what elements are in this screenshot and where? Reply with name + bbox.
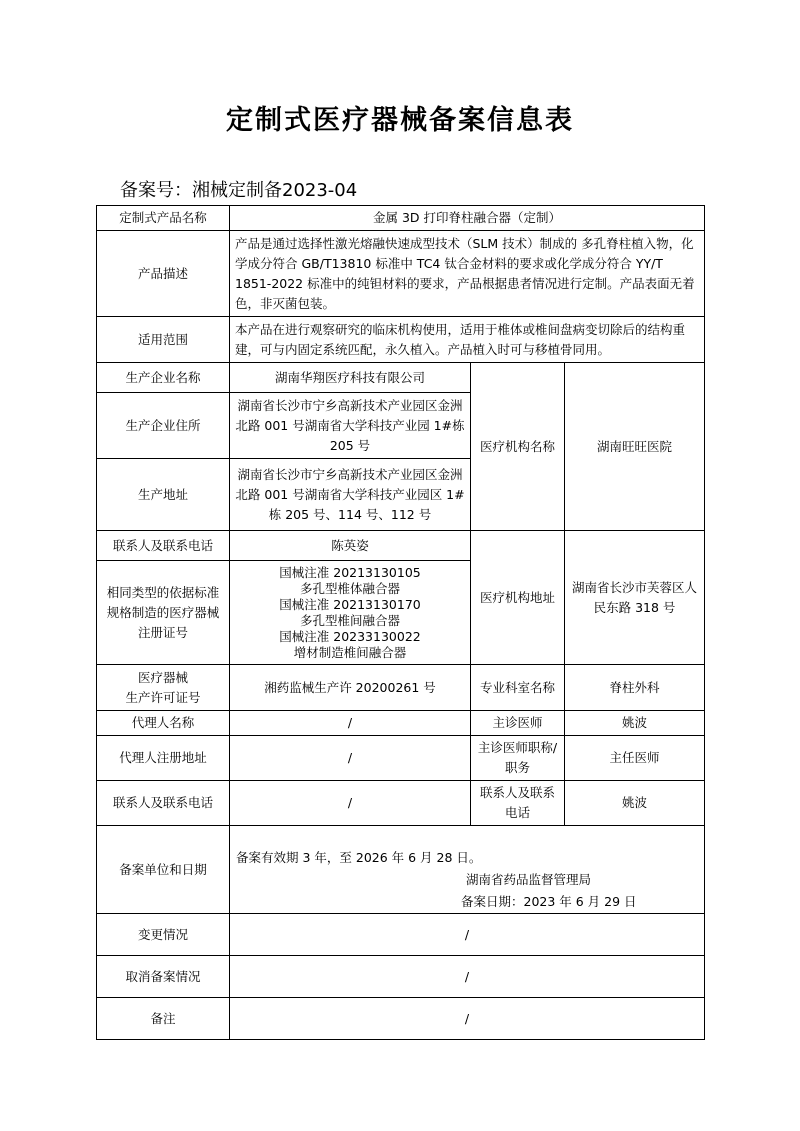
filing-unit-value	[230, 826, 705, 914]
chief-doctor-label: 主诊医师	[471, 711, 565, 736]
agent-name-label: 代理人名称	[97, 711, 230, 736]
cancellation-value: /	[230, 956, 705, 998]
table-row	[97, 956, 705, 998]
department-value: 脊柱外科	[565, 665, 705, 711]
production-address-label: 生产地址	[97, 459, 230, 531]
table-row	[97, 231, 705, 317]
manufacturer-label: 生产企业名称	[97, 363, 230, 393]
changes-label: 变更情况	[97, 914, 230, 956]
cancellation-label: 取消备案情况	[97, 956, 230, 998]
institution-address-label: 医疗机构地址	[471, 531, 565, 665]
production-address-value: 湖南省长沙市宁乡高新技术产业园区金洲北路 001 号湖南省大学科技产业园区 1#栋 205 号、114 号、112 号	[230, 459, 471, 531]
agent-address-value: /	[230, 736, 471, 781]
contact-label: 联系人及联系电话	[97, 531, 230, 561]
table-row	[97, 531, 705, 561]
product-name-value: 金属 3D 打印脊柱融合器（定制）	[230, 206, 705, 231]
institution-name-label: 医疗机构名称	[471, 363, 565, 531]
filing-validity: 备案有效期 3 年，至 2026 年 6 月 28 日。	[236, 850, 482, 865]
changes-value: /	[230, 914, 705, 956]
license-value: 湘药监械生产许 20200261 号	[230, 665, 471, 711]
agent-contact-label: 联系人及联系电话	[97, 781, 230, 826]
cert-line: 国械注准 20213130170	[279, 596, 421, 612]
filing-number-value: 湘械定制备2023-04	[192, 180, 358, 201]
table-row	[97, 363, 705, 393]
description-value: 产品是通过选择性激光熔融快速成型技术（SLM 技术）制成的 多孔脊柱植入物，化学成分符合 GB/T13810 标准中 TC4 钛合金材料的要求或化学成分符合 YY/T 1851-2022 标准中的纯钽材料的要求，产品根据患者情况进行定制。产品表面无着色，非灭菌包装。	[230, 231, 705, 317]
table-row	[97, 826, 705, 914]
chief-doctor-value: 姚波	[565, 711, 705, 736]
institution-contact-label: 联系人及联系电话	[471, 781, 565, 826]
doctor-title-value: 主任医师	[565, 736, 705, 781]
cert-line: 多孔型椎体融合器	[299, 580, 400, 596]
license-label-line2: 生产许可证号	[125, 689, 201, 705]
cert-line: 国械注准 20213130105	[279, 564, 421, 580]
table-row	[97, 711, 705, 736]
institution-contact-value: 姚波	[565, 781, 705, 826]
cert-line: 多孔型椎间融合器	[299, 612, 400, 628]
similar-certs-value	[230, 561, 471, 665]
table-row	[97, 914, 705, 956]
filing-number-line	[120, 176, 357, 202]
residence-label: 生产企业住所	[97, 393, 230, 459]
doctor-title-label: 主诊医师职称/职务	[471, 736, 565, 781]
product-name-label: 定制式产品名称	[97, 206, 230, 231]
agent-contact-value: /	[230, 781, 471, 826]
institution-name-value: 湖南旺旺医院	[565, 363, 705, 531]
department-label: 专业科室名称	[471, 665, 565, 711]
cert-line: 增材制造椎间融合器	[293, 644, 407, 660]
filing-number-label: 备案号：	[120, 180, 192, 201]
document-title: 定制式医疗器械备案信息表	[226, 105, 574, 136]
description-label: 产品描述	[97, 231, 230, 317]
agent-name-value: /	[230, 711, 471, 736]
remarks-label: 备注	[97, 998, 230, 1040]
contact-value: 陈英姿	[230, 531, 471, 561]
filing-unit-label: 备案单位和日期	[97, 826, 230, 914]
table-row	[97, 665, 705, 711]
cert-line: 国械注准 20233130022	[279, 628, 421, 644]
scope-value: 本产品在进行观察研究的临床机构使用，适用于椎体或椎间盘病变切除后的结构重建，可与内固定系统匹配，永久植入。产品植入时可与移植骨同用。	[230, 317, 705, 363]
table-row	[97, 781, 705, 826]
scope-label: 适用范围	[97, 317, 230, 363]
remarks-value: /	[230, 998, 705, 1040]
license-label-line1: 医疗器械	[137, 669, 188, 685]
filing-date: 备案日期：2023 年 6 月 29 日	[461, 894, 637, 909]
table-row	[97, 317, 705, 363]
table-row	[97, 736, 705, 781]
table-row	[97, 998, 705, 1040]
agent-address-label: 代理人注册地址	[97, 736, 230, 781]
similar-certs-label: 相同类型的依据标准规格制造的医疗器械注册证号	[97, 561, 230, 665]
institution-address-value: 湖南省长沙市芙蓉区人民东路 318 号	[565, 531, 705, 665]
residence-value: 湖南省长沙市宁乡高新技术产业园区金洲北路 001 号湖南省大学科技产业园 1#栋 205 号	[230, 393, 471, 459]
filing-authority: 湖南省药品监督管理局	[466, 872, 592, 887]
license-label	[97, 665, 230, 711]
table-row	[97, 206, 705, 231]
manufacturer-value: 湖南华翔医疗科技有限公司	[230, 363, 471, 393]
filing-info-table	[96, 205, 705, 1040]
